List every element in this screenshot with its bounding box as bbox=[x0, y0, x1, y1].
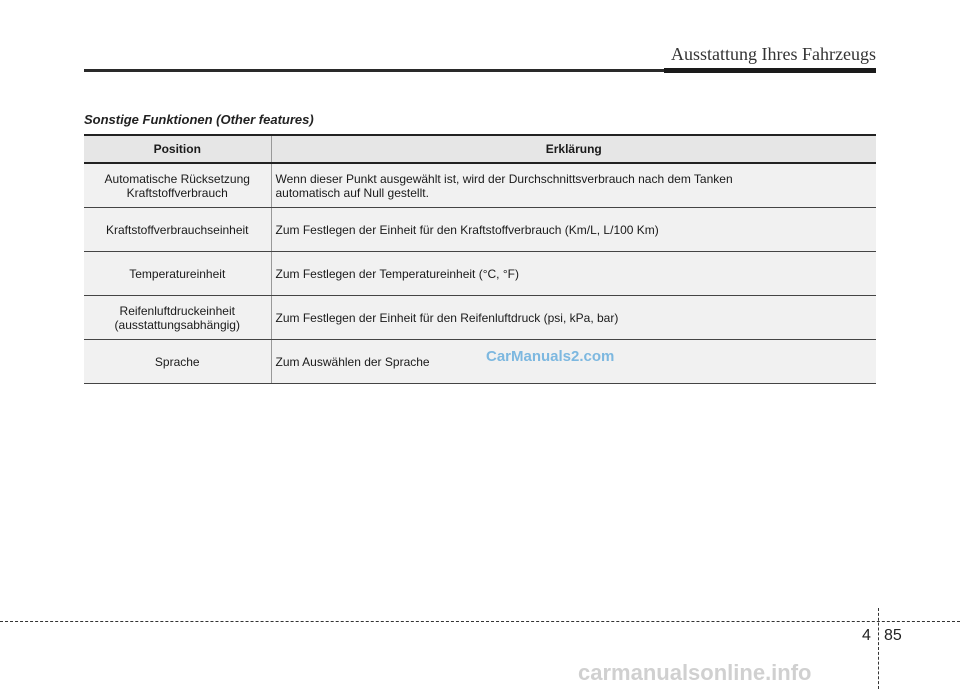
description-line: Zum Festlegen der Einheit für den Reifenluftdruck (psi, kPa, bar) bbox=[275, 310, 619, 325]
position-line: Kraftstoffverbrauchseinheit bbox=[105, 222, 249, 237]
running-header-title: Ausstattung Ihres Fahrzeugs bbox=[671, 44, 876, 64]
description-cell bbox=[271, 163, 876, 208]
site-watermark: carmanualsonline.info bbox=[578, 660, 812, 685]
description-line: Zum Auswählen der Sprache bbox=[275, 354, 430, 369]
description-line: Wenn dieser Punkt ausgewählt ist, wird der Durchschnittsverbrauch nach dem Tanken bbox=[275, 171, 733, 186]
features-table bbox=[84, 134, 876, 384]
watermark-link[interactable]: CarManuals2.com bbox=[486, 348, 615, 365]
description-cell bbox=[271, 252, 876, 296]
table-row bbox=[84, 252, 876, 296]
header-rule-accent bbox=[664, 68, 876, 73]
header-rule bbox=[84, 69, 664, 72]
position-line: Sprache bbox=[154, 354, 200, 369]
description-cell bbox=[271, 296, 876, 340]
table-row bbox=[84, 163, 876, 208]
position-line: Kraftstoffverbrauch bbox=[126, 185, 228, 200]
footer-divider bbox=[0, 621, 960, 622]
description-line: automatisch auf Null gestellt. bbox=[275, 185, 429, 200]
chapter-number: 4 bbox=[862, 627, 871, 644]
position-line: (ausstattungsabhängig) bbox=[114, 317, 240, 332]
page-number: 85 bbox=[884, 627, 902, 644]
position-cell bbox=[84, 208, 271, 252]
position-cell bbox=[84, 252, 271, 296]
table-row bbox=[84, 340, 876, 384]
position-cell bbox=[84, 340, 271, 384]
position-line: Reifenluftdruckeinheit bbox=[119, 303, 235, 318]
footer-page-separator bbox=[878, 608, 879, 689]
description-cell bbox=[271, 208, 876, 252]
position-cell bbox=[84, 163, 271, 208]
column-header-explanation: Erklärung bbox=[271, 135, 876, 163]
description-line: Zum Festlegen der Einheit für den Kraftstoffverbrauch (Km/L, L/100 Km) bbox=[275, 222, 659, 237]
table-row bbox=[84, 296, 876, 340]
position-line: Temperatureinheit bbox=[129, 266, 226, 281]
description-line: Zum Festlegen der Temperatureinheit (°C, °F) bbox=[275, 266, 519, 281]
table-row bbox=[84, 208, 876, 252]
section-title: Sonstige Funktionen (Other features) bbox=[84, 112, 314, 127]
position-line: Automatische Rücksetzung bbox=[104, 171, 250, 186]
column-header-position: Position bbox=[84, 135, 271, 163]
position-cell bbox=[84, 296, 271, 340]
table-header-row bbox=[84, 135, 876, 163]
